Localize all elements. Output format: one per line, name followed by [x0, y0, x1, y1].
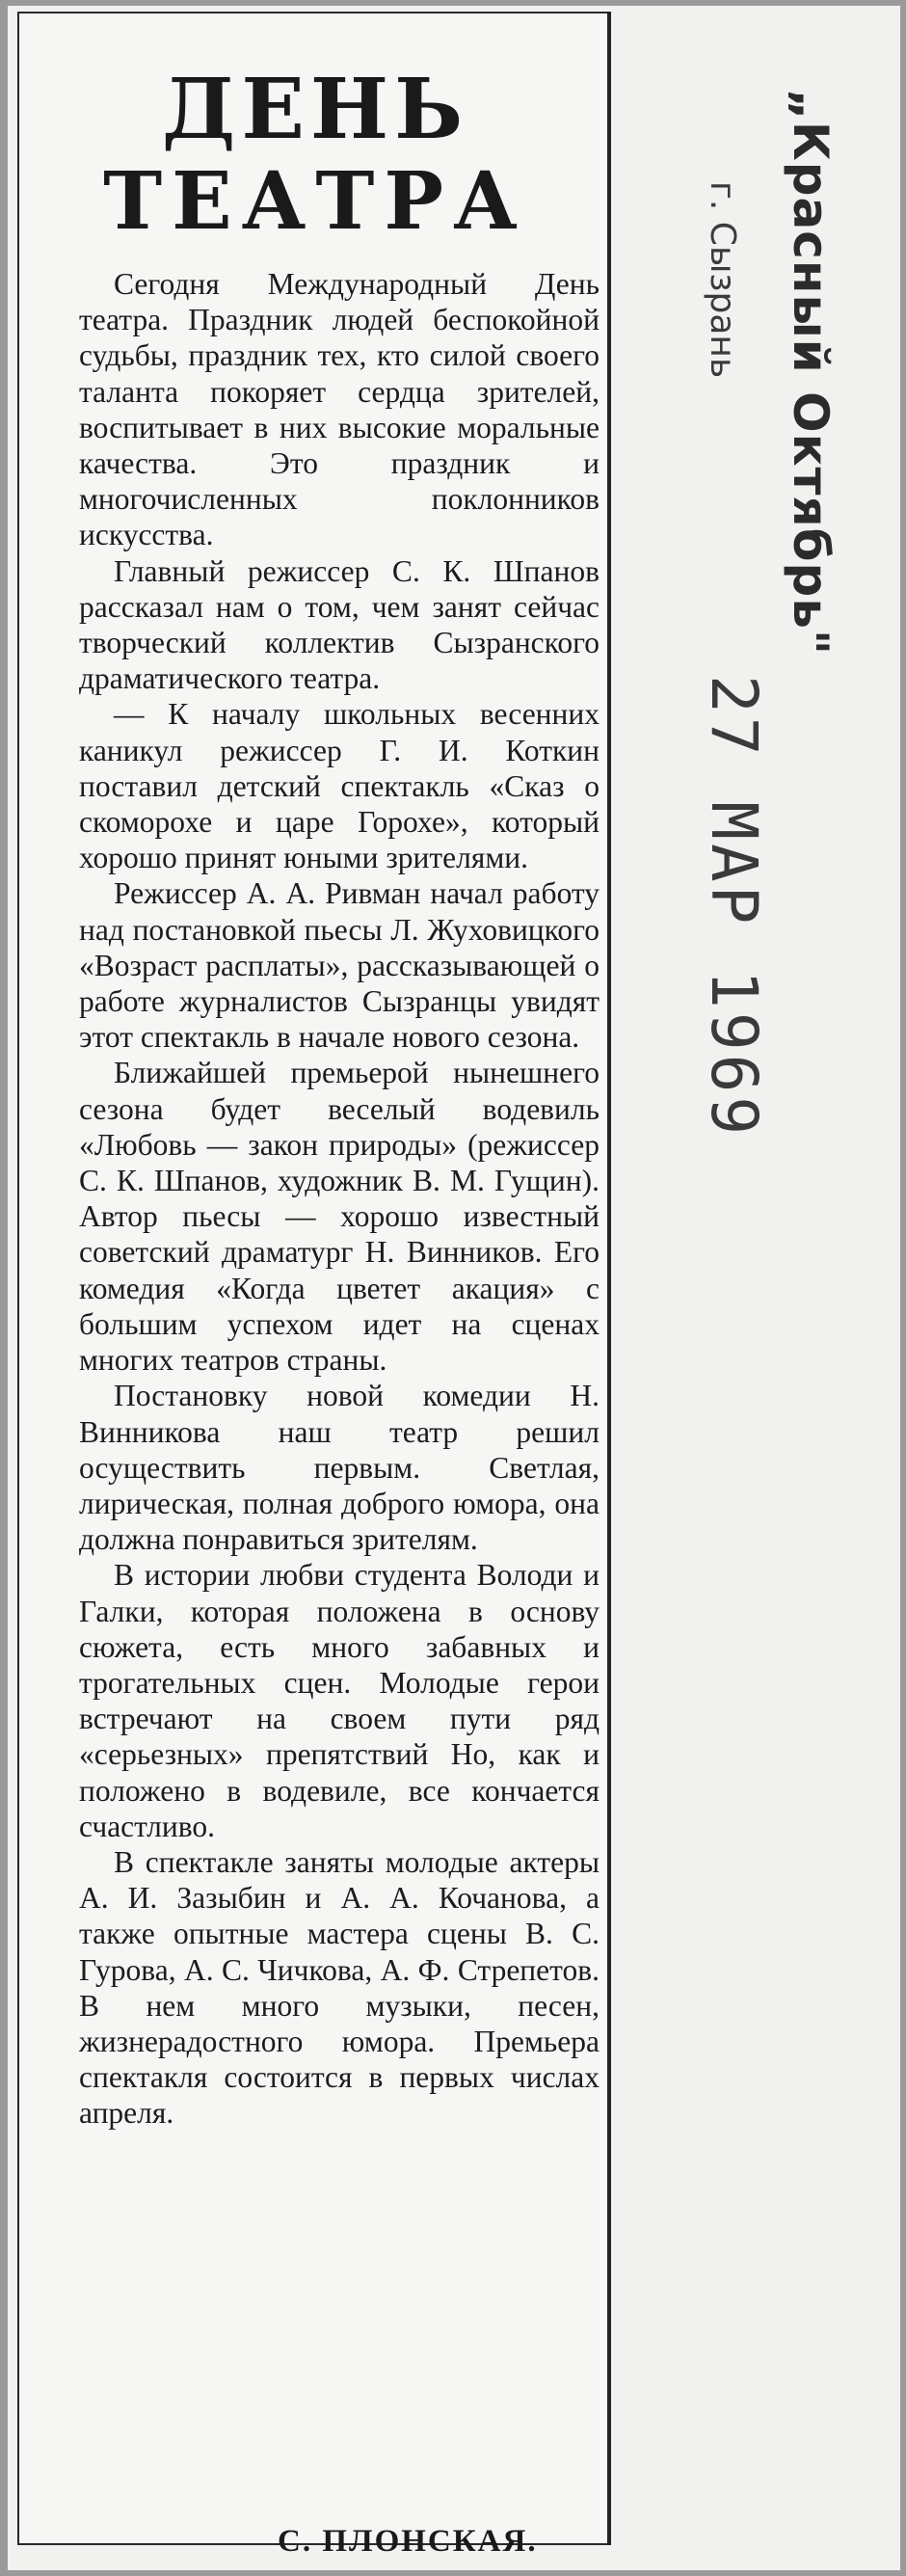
article-paragraph: Ближайшей премьерой нынешнего сезона будет веселый водевиль «Любовь — закон природы» (режиссер С. К. Шпанов, художник В. М. Гущин). Автор пьесы — хорошо известный советский драматург Н. Винников. Его комедия «Когда цветет акация» с большим успехом идет на сценах многих театров страны.: [79, 1056, 600, 1378]
article-paragraph: Главный режиссер С. К. Шпанов рассказал нам о том, чем занят сейчас творческий коллектив Сызранского драматического театра.: [79, 553, 600, 696]
stamp-city: г. Сызрань: [703, 181, 742, 379]
stamp-date: 27 МАР 1969: [697, 675, 771, 1140]
article-body: [79, 266, 600, 2132]
article-paragraph: Сегодня Международный День театра. Праздник людей беспокойной судьбы, праздник тех, кто силой своего таланта покоряет сердца зрителей, воспитывает в них высокие моральные качества. Это праздник и многочисленных поклонников искусства.: [79, 267, 600, 552]
clipping-border-right: [607, 12, 611, 2545]
headline-line-1: ДЕНЬ: [161, 61, 469, 158]
article-paragraph: В спектакле заняты молодые актеры А. И. Зазыбин и А. А. Кочанова, а также опытные мастера сцены В. С. Гурова, А. С. Чичкова, А. Ф. Стрепетов. В нем много музыки, песен, жизнерадостного юмора. Премьера спектакля состоится в первых числах апреля.: [79, 1844, 600, 2131]
author-signature: С. ПЛОНСКАЯ.: [278, 2524, 538, 2559]
article-paragraph: — К началу школьных весенних каникул режиссер Г. И. Коткин поставил детский спектакль «Сказ о скоморохе и царе Горохе», который хорошо принят юными зрителями.: [79, 697, 600, 875]
newspaper-clipping: [17, 12, 609, 2559]
article-paragraph: В истории любви студента Володи и Галки, которая положена в основу сюжета, есть много забавных и трогательных сцен. Молодые герои встречают на своем пути ряд «серьезных» препятствий Но, как и положено в водевиле, все кончается счастливо.: [79, 1558, 600, 1843]
headline-line-2: ТЕАТРА: [103, 155, 527, 248]
stamp-newspaper-name: „Красный Октябрь": [783, 89, 839, 656]
article-paragraph: Постановку новой комедии Н. Винникова наш театр решил осуществить первым. Светлая, лирическая, полная доброго юмора, она должна понравиться зрителям.: [79, 1379, 600, 1557]
article-paragraph: Режиссер А. А. Ривман начал работу над постановкой пьесы Л. Жуховицкого «Возраст расплаты», рассказывающей о работе журналистов Сызранцы увидят этот спектакль в начале нового сезона.: [79, 876, 600, 1055]
